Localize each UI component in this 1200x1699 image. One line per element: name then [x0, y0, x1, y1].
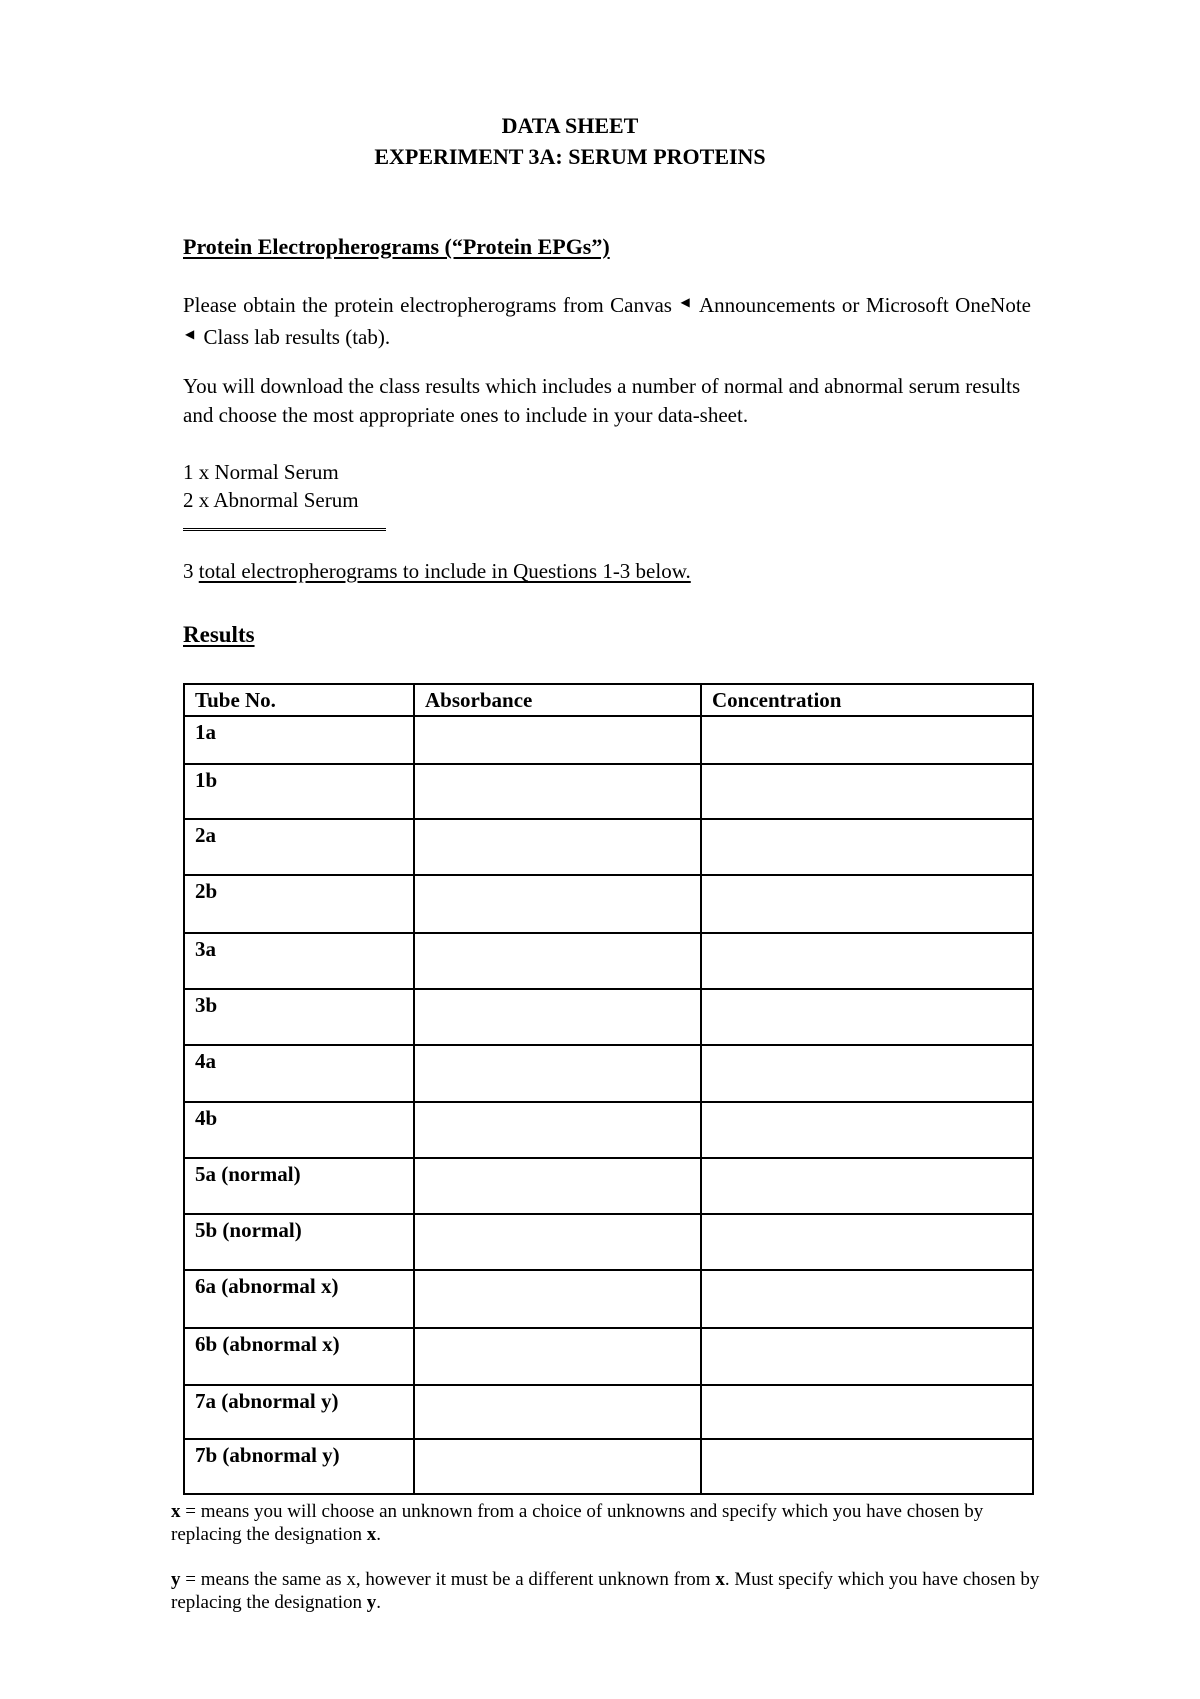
tube-cell: 2b	[184, 875, 414, 933]
table-row	[184, 1214, 1033, 1270]
tube-cell: 1b	[184, 764, 414, 819]
absorbance-cell[interactable]	[414, 1328, 701, 1385]
concentration-cell[interactable]	[701, 1439, 1033, 1494]
download-instructions-paragraph: You will download the class results which includes a number of normal and abnormal serum results and choose the most appropriate ones to include in your data-sheet.	[183, 374, 1021, 427]
y-note-end: .	[376, 1592, 381, 1613]
abnormal-serum-count: 2 x Abnormal Serum	[183, 488, 359, 512]
tube-cell: 5b (normal)	[184, 1214, 414, 1270]
x-symbol: x	[171, 1501, 181, 1522]
table-row	[184, 1439, 1033, 1494]
absorbance-cell[interactable]	[414, 1045, 701, 1102]
tube-cell: 4a	[184, 1045, 414, 1102]
absorbance-cell[interactable]	[414, 764, 701, 819]
absorbance-cell[interactable]	[414, 1158, 701, 1214]
concentration-cell[interactable]	[701, 875, 1033, 933]
concentration-cell[interactable]	[701, 764, 1033, 819]
absorbance-cell[interactable]	[414, 1270, 701, 1328]
footnote-y	[171, 1568, 1051, 1614]
y-note-text-a: = means the same as x, however it must be a different unknown from	[180, 1569, 716, 1590]
concentration-cell[interactable]	[701, 1385, 1033, 1439]
table-row	[184, 1102, 1033, 1158]
page-title: DATA SHEET	[501, 113, 639, 138]
total-text: total electropherograms to include in Questions 1-3 below.	[198, 559, 691, 583]
tube-cell: 3b	[184, 989, 414, 1045]
y-note-text-b: . Must specify which you have chosen by replacing the designation	[171, 1569, 1040, 1613]
table-row	[184, 875, 1033, 933]
column-header-concentration: Concentration	[701, 684, 1033, 716]
tube-cell: 7b (abnormal y)	[184, 1439, 414, 1494]
tube-cell: 4b	[184, 1102, 414, 1158]
table-row	[184, 989, 1033, 1045]
sum-divider	[183, 528, 386, 531]
absorbance-cell[interactable]	[414, 716, 701, 764]
x-symbol-end: x	[366, 1524, 377, 1545]
concentration-cell[interactable]	[701, 933, 1033, 989]
tube-cell: 6a (abnormal x)	[184, 1270, 414, 1328]
results-heading: Results	[183, 622, 255, 647]
y-mid-symbol: x	[715, 1569, 725, 1590]
absorbance-cell[interactable]	[414, 933, 701, 989]
table-row	[184, 716, 1033, 764]
concentration-cell[interactable]	[701, 1214, 1033, 1270]
table-row	[184, 764, 1033, 819]
normal-serum-count: 1 x Normal Serum	[183, 460, 339, 484]
total-electropherograms-line	[183, 557, 691, 586]
table-row	[184, 1270, 1033, 1328]
concentration-cell[interactable]	[701, 1158, 1033, 1214]
concentration-cell[interactable]	[701, 1328, 1033, 1385]
experiment-title: EXPERIMENT 3A: SERUM PROTEINS	[374, 144, 766, 169]
arrow-icon: ◀	[185, 327, 195, 341]
tube-cell: 7a (abnormal y)	[184, 1385, 414, 1439]
table-header-row	[184, 684, 1033, 716]
epg-instructions-paragraph	[183, 288, 1031, 352]
epg-instructions-text-b: Announcements or Microsoft OneNote	[699, 293, 1031, 317]
epg-instructions-text-c: Class lab results (tab).	[203, 325, 391, 349]
table-row	[184, 1045, 1033, 1102]
concentration-cell[interactable]	[701, 1102, 1033, 1158]
absorbance-cell[interactable]	[414, 1102, 701, 1158]
table-row	[184, 1328, 1033, 1385]
footnote-x	[171, 1500, 1051, 1546]
absorbance-cell[interactable]	[414, 1439, 701, 1494]
tube-cell: 5a (normal)	[184, 1158, 414, 1214]
arrow-icon: ◀	[680, 295, 690, 309]
tube-cell: 2a	[184, 819, 414, 875]
x-note-text: = means you will choose an unknown from a choice of unknowns and specify which you have chosen by replacing the designation	[171, 1501, 984, 1545]
table-row	[184, 1158, 1033, 1214]
column-header-tube: Tube No.	[184, 684, 414, 716]
concentration-cell[interactable]	[701, 1045, 1033, 1102]
epg-section-heading: Protein Electropherograms (“Protein EPGs”)	[183, 234, 610, 259]
concentration-cell[interactable]	[701, 1270, 1033, 1328]
results-table	[183, 683, 1034, 1495]
y-symbol: y	[171, 1569, 181, 1590]
absorbance-cell[interactable]	[414, 875, 701, 933]
absorbance-cell[interactable]	[414, 1214, 701, 1270]
absorbance-cell[interactable]	[414, 1385, 701, 1439]
concentration-cell[interactable]	[701, 716, 1033, 764]
absorbance-cell[interactable]	[414, 989, 701, 1045]
tube-cell: 1a	[184, 716, 414, 764]
column-header-absorbance: Absorbance	[414, 684, 701, 716]
total-count: 3	[183, 559, 199, 583]
tube-cell: 6b (abnormal x)	[184, 1328, 414, 1385]
absorbance-cell[interactable]	[414, 819, 701, 875]
tube-cell: 3a	[184, 933, 414, 989]
y-symbol-end: y	[366, 1592, 377, 1613]
epg-instructions-text-a: Please obtain the protein electropherograms from Canvas	[183, 293, 672, 317]
concentration-cell[interactable]	[701, 819, 1033, 875]
table-row	[184, 819, 1033, 875]
table-row	[184, 1385, 1033, 1439]
x-note-end: .	[376, 1524, 381, 1545]
table-row	[184, 933, 1033, 989]
concentration-cell[interactable]	[701, 989, 1033, 1045]
